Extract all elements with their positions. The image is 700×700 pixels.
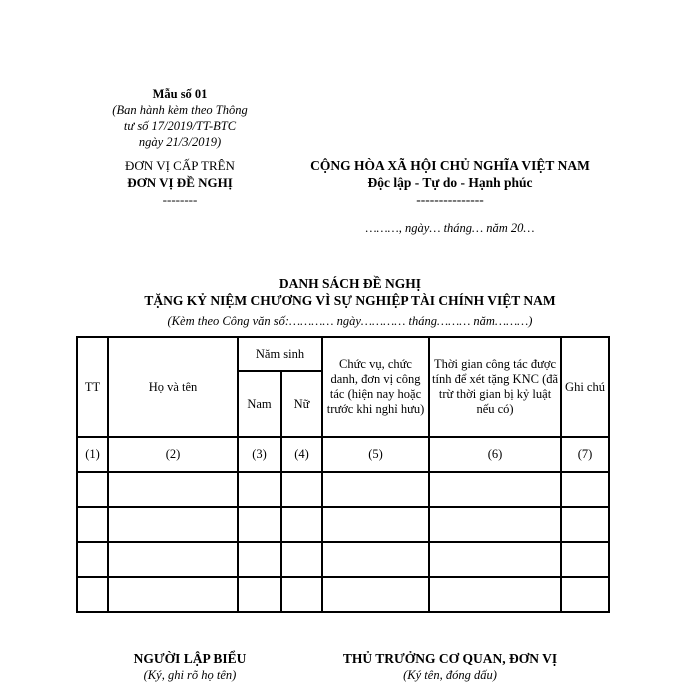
table-cell	[77, 542, 108, 577]
header-birth-year: Năm sinh	[238, 337, 322, 371]
column-number: (5)	[322, 437, 429, 472]
preparer-note: (Ký, ghi rõ họ tên)	[143, 668, 237, 682]
table-row	[77, 577, 609, 612]
header-male: Nam	[238, 371, 281, 437]
table-cell	[429, 507, 561, 542]
header-service-time: Thời gian công tác được tính để xét tặng KNC (đã trừ thời gian bị kỷ luật nếu có)	[429, 337, 561, 437]
nominee-table	[76, 336, 610, 613]
table-cell	[322, 507, 429, 542]
table-cell	[429, 472, 561, 507]
table-cell	[561, 472, 609, 507]
motto-separator: ---------------	[416, 192, 484, 207]
header-position: Chức vụ, chức danh, đơn vị công tác (hiện nay hoặc trước khi nghỉ hưu)	[322, 337, 429, 437]
table-cell	[561, 507, 609, 542]
header-tt: TT	[77, 337, 108, 437]
issued-line-2: tư số 17/2019/TT-BTC	[123, 119, 237, 133]
table-cell	[108, 542, 238, 577]
head-signature	[300, 650, 600, 684]
table-cell	[281, 472, 322, 507]
table-cell	[561, 542, 609, 577]
table-cell	[77, 507, 108, 542]
table-cell	[238, 472, 281, 507]
table-cell	[322, 472, 429, 507]
table-cell	[322, 542, 429, 577]
table-cell	[238, 577, 281, 612]
table-row	[77, 542, 609, 577]
table-cell	[281, 542, 322, 577]
reference-line: (Kèm theo Công văn số:………… ngày………… tháng……… năm………)	[167, 314, 533, 328]
form-number: Mẫu số 01	[152, 87, 208, 101]
column-number: (2)	[108, 437, 238, 472]
proposing-unit: ĐƠN VỊ ĐỀ NGHỊ	[127, 175, 233, 190]
head-note: (Ký tên, đóng dấu)	[403, 668, 497, 682]
preparer-signature	[100, 650, 280, 684]
table-row	[77, 472, 609, 507]
table-cell	[77, 472, 108, 507]
header-notes: Ghi chú	[561, 337, 609, 437]
table-cell	[238, 542, 281, 577]
org-separator: --------	[162, 192, 198, 207]
table-cell	[108, 507, 238, 542]
table-cell	[429, 542, 561, 577]
table-cell	[108, 472, 238, 507]
issued-line-1: (Ban hành kèm theo Thông	[112, 103, 248, 117]
title-line-2: TẶNG KỶ NIỆM CHƯƠNG VÌ SỰ NGHIỆP TÀI CHÍNH VIỆT NAM	[144, 293, 556, 308]
header-female: Nữ	[281, 371, 322, 437]
table-cell	[561, 577, 609, 612]
head-title: THỦ TRƯỞNG CƠ QUAN, ĐƠN VỊ	[342, 651, 558, 666]
national-header	[290, 157, 610, 208]
form-number-block	[90, 86, 270, 150]
column-number-row	[77, 437, 609, 472]
preparer-title: NGƯỜI LẬP BIỂU	[133, 651, 247, 666]
document-title	[100, 275, 600, 309]
table-row	[77, 507, 609, 542]
table-cell	[281, 507, 322, 542]
table-cell	[77, 577, 108, 612]
organization-block	[90, 157, 270, 208]
header-full-name: Họ và tên	[108, 337, 238, 437]
column-number: (1)	[77, 437, 108, 472]
title-line-1: DANH SÁCH ĐỀ NGHỊ	[278, 276, 422, 291]
table-cell	[238, 507, 281, 542]
table-cell	[281, 577, 322, 612]
table-cell	[108, 577, 238, 612]
column-number: (7)	[561, 437, 609, 472]
superior-unit: ĐƠN VỊ CẤP TRÊN	[125, 158, 235, 173]
column-number: (6)	[429, 437, 561, 472]
column-number: (3)	[238, 437, 281, 472]
issued-line-3: ngày 21/3/2019)	[138, 135, 222, 149]
column-number: (4)	[281, 437, 322, 472]
table-cell	[429, 577, 561, 612]
national-motto: Độc lập - Tự do - Hạnh phúc	[367, 175, 533, 190]
place-date-line: ………, ngày… tháng… năm 20…	[365, 221, 535, 235]
table-cell	[322, 577, 429, 612]
country-name: CỘNG HÒA XÃ HỘI CHỦ NGHĨA VIỆT NAM	[310, 158, 590, 173]
